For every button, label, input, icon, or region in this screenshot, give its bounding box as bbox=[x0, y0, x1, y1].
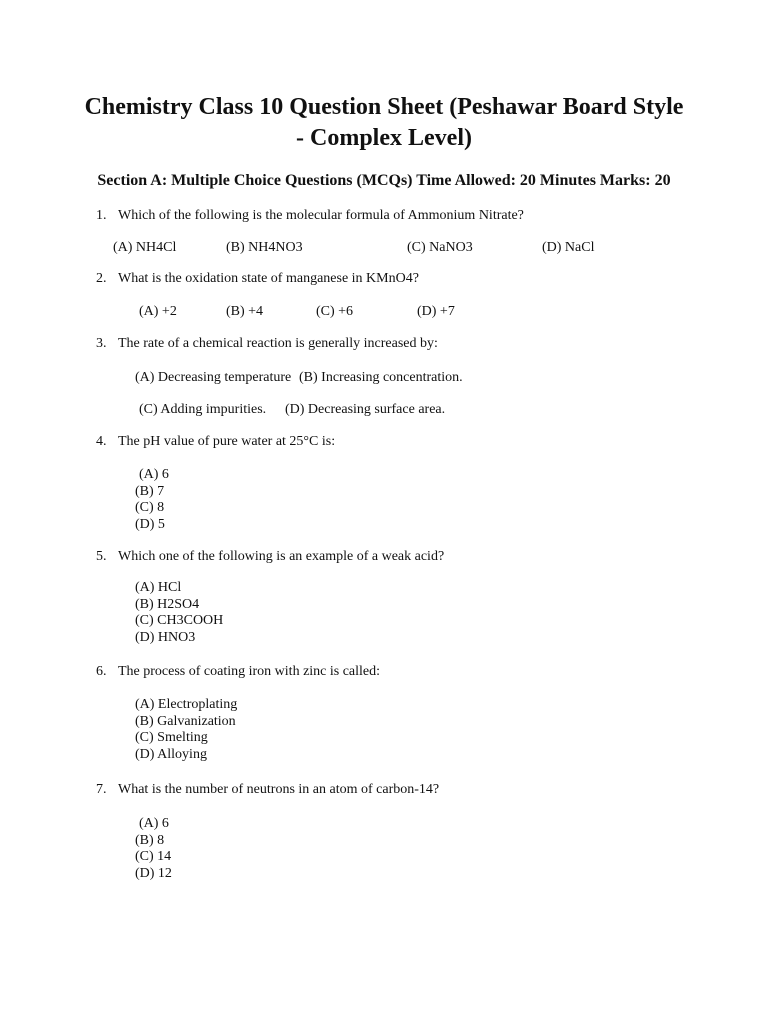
question-6 bbox=[96, 663, 380, 681]
question-text: Which of the following is the molecular formula of Ammonium Nitrate? bbox=[118, 208, 524, 223]
page-title: Chemistry Class 10 Question Sheet (Peshawar Board Style - Complex Level) bbox=[84, 94, 684, 151]
question-number: 7. bbox=[96, 782, 107, 797]
q7-option-c: (C) 14 bbox=[135, 849, 172, 864]
question-5 bbox=[96, 548, 444, 566]
question-1 bbox=[96, 207, 524, 225]
q2-option-c: (C) +6 bbox=[316, 304, 354, 319]
q5-options bbox=[135, 580, 223, 646]
question-text: The rate of a chemical reaction is generally increased by: bbox=[118, 336, 438, 351]
q6-option-d: (D) Alloying bbox=[135, 746, 207, 762]
question-text: What is the oxidation state of manganese in KMnO4? bbox=[118, 271, 419, 286]
q6-option-a: (A) Electroplating bbox=[135, 697, 238, 712]
q5-option-c: (C) CH3COOH bbox=[135, 613, 224, 628]
q5-option-a: (A) HCl bbox=[135, 580, 182, 595]
question-number: 4. bbox=[96, 434, 107, 449]
q7-options bbox=[135, 816, 172, 882]
question-7 bbox=[96, 781, 439, 799]
q6-option-c: (C) Smelting bbox=[135, 730, 208, 745]
q3-option-c: (C) Adding impurities. bbox=[139, 402, 267, 417]
q2-option-a: (A) +2 bbox=[139, 304, 177, 319]
q7-option-a: (A) 6 bbox=[139, 816, 169, 831]
q1-option-b: (B) NH4NO3 bbox=[226, 240, 303, 255]
question-2 bbox=[96, 270, 419, 288]
question-text: What is the number of neutrons in an atom of carbon-14? bbox=[118, 782, 440, 797]
q7-option-b: (B) 8 bbox=[135, 832, 165, 848]
q4-option-c: (C) 8 bbox=[135, 500, 165, 515]
question-text: The pH value of pure water at 25°C is: bbox=[118, 434, 336, 449]
q4-option-b: (B) 7 bbox=[135, 483, 165, 499]
q7-option-d: (D) 12 bbox=[135, 865, 172, 881]
q5-option-d: (D) HNO3 bbox=[135, 629, 196, 645]
q4-option-d: (D) 5 bbox=[135, 516, 165, 532]
q6-option-b: (B) Galvanization bbox=[135, 713, 236, 729]
question-number: 5. bbox=[96, 549, 107, 564]
q1-option-a: (A) NH4Cl bbox=[113, 240, 177, 255]
q4-option-a: (A) 6 bbox=[139, 467, 169, 482]
section-heading: Section A: Multiple Choice Questions (MCQs) Time Allowed: 20 Minutes Marks: 20 bbox=[97, 172, 671, 189]
q3-option-b: (B) Increasing concentration. bbox=[299, 370, 463, 385]
question-number: 1. bbox=[96, 208, 107, 223]
question-number: 6. bbox=[96, 664, 107, 679]
question-4 bbox=[96, 433, 335, 451]
q3-option-d: (D) Decreasing surface area. bbox=[285, 402, 446, 417]
question-3 bbox=[96, 335, 438, 353]
q2-option-d: (D) +7 bbox=[417, 304, 455, 319]
q5-option-b: (B) H2SO4 bbox=[135, 596, 200, 612]
q2-option-b: (B) +4 bbox=[226, 304, 264, 319]
question-number: 2. bbox=[96, 271, 107, 286]
q3-option-a: (A) Decreasing temperature bbox=[135, 370, 292, 385]
q1-option-c: (C) NaNO3 bbox=[407, 240, 473, 255]
question-number: 3. bbox=[96, 336, 107, 351]
question-text: The process of coating iron with zinc is called: bbox=[118, 664, 381, 679]
q1-option-d: (D) NaCl bbox=[542, 240, 595, 255]
q4-options bbox=[135, 467, 169, 533]
q6-options bbox=[135, 697, 237, 763]
question-text: Which one of the following is an example of a weak acid? bbox=[118, 549, 445, 564]
